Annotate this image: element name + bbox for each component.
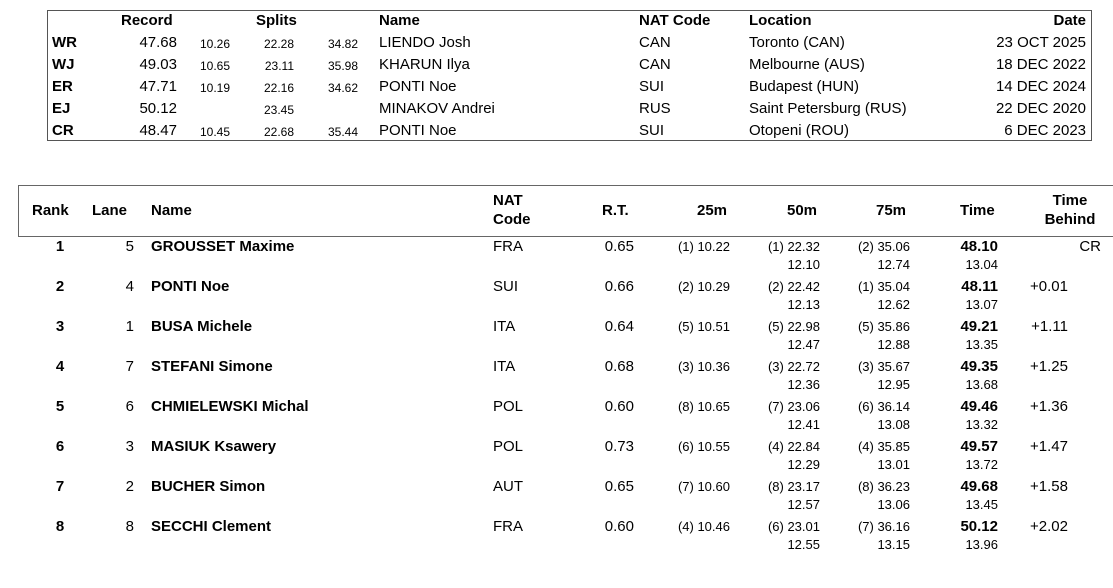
record-code: ER: [52, 78, 73, 95]
result-m50: (3) 22.72: [767, 359, 820, 374]
record-nat: RUS: [639, 100, 671, 117]
header-bottom-rule: [18, 236, 1113, 237]
result-ts: 13.72: [965, 457, 998, 472]
record-s2: 22.16: [263, 81, 294, 95]
result-behind: +1.36: [1030, 398, 1068, 415]
record-s1: 10.65: [199, 59, 230, 73]
result-behind: +1.11: [1031, 318, 1068, 335]
result-m75: (4) 35.85: [857, 439, 910, 454]
result-time: 48.11: [961, 278, 998, 295]
result-rt: 0.66: [604, 278, 634, 295]
result-m50s: 12.55: [787, 537, 820, 552]
result-m75: (8) 36.23: [857, 479, 910, 494]
result-time: 48.10: [960, 238, 998, 255]
result-nat: ITA: [493, 358, 516, 375]
record-name: PONTI Noe: [379, 78, 457, 95]
record-s3: 35.98: [327, 59, 358, 73]
records-table: [47, 10, 1092, 141]
record-s2: 23.45: [263, 103, 294, 117]
results-header-time: Time: [960, 202, 995, 219]
record-nat: SUI: [639, 78, 665, 95]
result-m50s: 12.13: [787, 297, 820, 312]
result-m50s: 12.41: [787, 417, 820, 432]
result-nat: FRA: [493, 518, 523, 535]
record-date: 6 DEC 2023: [1004, 122, 1086, 139]
result-behind: +2.02: [1030, 518, 1068, 535]
result-time: 49.35: [960, 358, 998, 375]
results-header-rt: R.T.: [602, 202, 629, 219]
record-time: 48.47: [139, 122, 177, 139]
result-rt: 0.65: [604, 238, 634, 255]
result-time: 50.12: [960, 518, 998, 535]
result-ts: 13.32: [965, 417, 998, 432]
result-m50: (2) 22.42: [767, 279, 820, 294]
result-ts: 13.35: [965, 337, 998, 352]
result-rank: 3: [55, 318, 65, 335]
result-m75s: 13.15: [877, 537, 910, 552]
result-name: BUCHER Simon: [151, 478, 266, 495]
result-lane: 8: [125, 518, 134, 535]
record-date: 18 DEC 2022: [995, 56, 1086, 73]
record-code: CR: [52, 122, 74, 139]
result-time: 49.46: [960, 398, 998, 415]
record-location: Toronto (CAN): [749, 34, 845, 51]
result-rt: 0.68: [604, 358, 634, 375]
result-note: CR: [1079, 238, 1101, 255]
record-location: Melbourne (AUS): [749, 56, 865, 73]
result-rank: 1: [55, 238, 65, 255]
result-m50s: 12.36: [787, 377, 820, 392]
result-m50s: 12.29: [787, 457, 820, 472]
result-lane: 7: [125, 358, 134, 375]
result-m50: (6) 23.01: [767, 519, 820, 534]
result-rt: 0.65: [604, 478, 634, 495]
record-nat: SUI: [639, 122, 665, 139]
results-table: [18, 185, 1113, 585]
result-m75s: 12.95: [877, 377, 910, 392]
result-name: PONTI Noe: [151, 278, 230, 295]
records-header-name: Name: [379, 12, 420, 29]
result-ts: 13.45: [965, 497, 998, 512]
result-ts: 13.96: [965, 537, 998, 552]
records-header-record: Record: [121, 12, 173, 29]
record-time: 49.03: [139, 56, 177, 73]
result-rank: 7: [55, 478, 65, 495]
result-behind: +1.25: [1030, 358, 1068, 375]
record-name: LIENDO Josh: [379, 34, 471, 51]
results-header-behind-line1: Time: [1052, 192, 1088, 209]
result-rt: 0.60: [604, 518, 634, 535]
record-name: PONTI Noe: [379, 122, 457, 139]
result-m25: (2) 10.29: [677, 279, 730, 294]
result-m75: (7) 36.16: [857, 519, 910, 534]
result-ts: 13.04: [965, 257, 998, 272]
result-m25: (5) 10.51: [677, 319, 730, 334]
record-s1: 10.45: [199, 125, 230, 139]
record-nat: CAN: [639, 56, 671, 73]
result-m75: (1) 35.04: [857, 279, 910, 294]
result-rt: 0.73: [604, 438, 634, 455]
result-name: STEFANI Simone: [151, 358, 273, 375]
result-rank: 6: [55, 438, 65, 455]
record-s2: 22.68: [263, 125, 294, 139]
result-m75s: 13.08: [877, 417, 910, 432]
record-s2: 23.11: [264, 59, 294, 73]
results-header-nat-line1: NAT: [493, 192, 523, 209]
result-name: SECCHI Clement: [151, 518, 272, 535]
result-m75s: 13.01: [877, 457, 910, 472]
result-behind: +1.58: [1030, 478, 1068, 495]
result-lane: 1: [125, 318, 134, 335]
record-code: WJ: [52, 56, 75, 73]
record-location: Otopeni (ROU): [749, 122, 850, 139]
result-ts: 13.68: [965, 377, 998, 392]
header-top-rule: [18, 185, 1113, 186]
result-m50: (5) 22.98: [767, 319, 820, 334]
results-header-nat-line2: Code: [493, 211, 531, 228]
record-s2: 22.28: [263, 37, 294, 51]
result-lane: 3: [125, 438, 134, 455]
result-nat: POL: [493, 438, 524, 455]
results-header-75m: 75m: [876, 202, 907, 219]
results-header-behind-line2: Behind: [1044, 211, 1096, 228]
result-m25: (7) 10.60: [677, 479, 730, 494]
result-rank: 8: [55, 518, 65, 535]
record-name: MINAKOV Andrei: [379, 100, 495, 117]
records-header-splits: Splits: [256, 12, 297, 29]
result-ts: 13.07: [965, 297, 998, 312]
record-code: EJ: [52, 100, 71, 117]
record-s1: 10.26: [199, 37, 230, 51]
result-behind: +1.47: [1030, 438, 1068, 455]
record-date: 23 OCT 2025: [996, 34, 1086, 51]
record-date: 14 DEC 2024: [995, 78, 1086, 95]
result-m75s: 12.74: [877, 257, 910, 272]
result-name: GROUSSET Maxime: [151, 238, 295, 255]
records-header-date: Date: [1053, 12, 1086, 29]
records-header-location: Location: [749, 12, 812, 29]
record-location: Budapest (HUN): [749, 78, 860, 95]
result-m50s: 12.10: [787, 257, 820, 272]
record-s3: 35.44: [327, 125, 358, 139]
result-nat: SUI: [493, 278, 519, 295]
result-m25: (3) 10.36: [677, 359, 730, 374]
result-m75: (5) 35.86: [857, 319, 910, 334]
record-name: KHARUN Ilya: [379, 56, 470, 73]
result-m50: (7) 23.06: [767, 399, 820, 414]
results-header-50m: 50m: [787, 202, 818, 219]
result-name: MASIUK Ksawery: [151, 438, 277, 455]
result-m50s: 12.47: [787, 337, 820, 352]
results-header-name: Name: [151, 202, 192, 219]
record-code: WR: [52, 34, 77, 51]
result-name: CHMIELEWSKI Michal: [151, 398, 309, 415]
result-m50: (1) 22.32: [767, 239, 820, 254]
results-header-25m: 25m: [697, 202, 728, 219]
result-rank: 4: [55, 358, 65, 375]
result-m75s: 12.88: [877, 337, 910, 352]
record-nat: CAN: [639, 34, 671, 51]
result-rt: 0.60: [604, 398, 634, 415]
result-rank: 2: [55, 278, 65, 295]
result-m25: (4) 10.46: [677, 519, 730, 534]
record-time: 47.68: [139, 34, 177, 51]
result-name: BUSA Michele: [151, 318, 253, 335]
result-nat: ITA: [493, 318, 516, 335]
result-nat: FRA: [493, 238, 523, 255]
result-behind: +0.01: [1030, 278, 1068, 295]
result-time: 49.57: [960, 438, 998, 455]
result-m25: (8) 10.65: [677, 399, 730, 414]
result-m75s: 12.62: [877, 297, 910, 312]
header-left-rule: [18, 185, 19, 237]
record-s1: 10.19: [199, 81, 230, 95]
result-rt: 0.64: [604, 318, 634, 335]
record-date: 22 DEC 2020: [995, 100, 1086, 117]
result-nat: AUT: [493, 478, 523, 495]
result-nat: POL: [493, 398, 524, 415]
result-m75: (6) 36.14: [857, 399, 910, 414]
result-m75s: 13.06: [877, 497, 910, 512]
result-m75: (3) 35.67: [857, 359, 910, 374]
record-time: 47.71: [139, 78, 177, 95]
record-s3: 34.82: [327, 37, 358, 51]
result-m50: (8) 23.17: [767, 479, 820, 494]
result-time: 49.68: [960, 478, 998, 495]
record-time: 50.12: [139, 100, 177, 117]
result-lane: 2: [125, 478, 134, 495]
records-header-nat: NAT Code: [639, 12, 711, 29]
result-rank: 5: [55, 398, 65, 415]
results-header-rank: Rank: [32, 202, 69, 219]
record-location: Saint Petersburg (RUS): [749, 100, 907, 117]
result-m25: (1) 10.22: [677, 239, 730, 254]
result-lane: 5: [125, 238, 134, 255]
result-lane: 6: [125, 398, 134, 415]
record-s3: 34.62: [327, 81, 358, 95]
result-m50: (4) 22.84: [767, 439, 820, 454]
result-time: 49.21: [960, 318, 998, 335]
result-m75: (2) 35.06: [857, 239, 910, 254]
result-m50s: 12.57: [787, 497, 820, 512]
results-header-lane: Lane: [92, 202, 128, 219]
result-m25: (6) 10.55: [677, 439, 730, 454]
result-lane: 4: [125, 278, 134, 295]
